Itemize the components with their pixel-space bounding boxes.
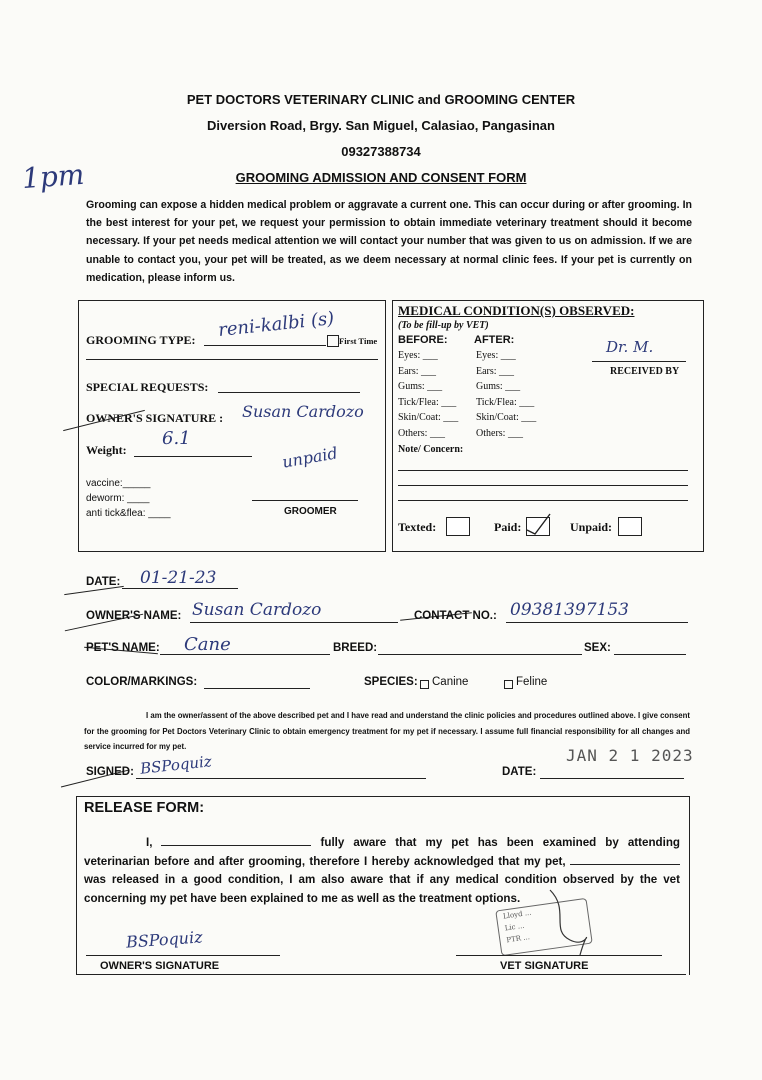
- unpaid-checkbox[interactable]: [618, 517, 642, 536]
- canine-label: Canine: [432, 676, 469, 688]
- clinic-phone: 09327388734: [341, 144, 421, 159]
- color-line[interactable]: [204, 688, 310, 689]
- groomer-line[interactable]: [252, 500, 358, 501]
- release-text-2: fully aware that my pet has been examined by attending veterinarian before and after grooming, therefore I hereby acknowledged that my pet,: [84, 836, 680, 868]
- paid-checkbox[interactable]: [526, 517, 550, 536]
- owner-sig-line[interactable]: [86, 955, 280, 956]
- vet-stamp-lic: Lic ...: [504, 921, 525, 933]
- owner-signature-label: OWNER'S SIGNATURE :: [86, 411, 224, 425]
- before-item[interactable]: Others: ___: [398, 427, 445, 439]
- deworm-label: deworm: ____: [86, 493, 150, 504]
- first-time-label: First Time: [339, 336, 378, 346]
- after-item[interactable]: Ears: ___: [476, 365, 515, 377]
- owner-name-value: Susan Cardozo: [192, 600, 322, 620]
- vet-signature-scribble: [540, 880, 600, 960]
- consent-text: I am the owner/assent of the above described pet and I have read and understand the clinic policies and procedures outlined above. I give consent for the grooming for Pet Doctors Veterinary Clinic to obtain emergency treatment for my pet if necessary. I assume full financial responsibility for all changes and service incurred for my pet.: [84, 711, 690, 751]
- received-value: Dr. M.: [606, 338, 654, 356]
- check-mark-icon: [525, 512, 551, 536]
- medical-title: MEDICAL CONDITION(S) OBSERVED:: [398, 303, 635, 318]
- unpaid-note: unpaid: [280, 443, 339, 472]
- release-text-1: I,: [146, 836, 153, 849]
- before-item-label: Others:: [398, 427, 428, 439]
- contact-label: CONTACT NO.:: [414, 610, 497, 622]
- groomer-label: GROOMER: [284, 506, 337, 517]
- breed-line[interactable]: [378, 654, 582, 655]
- date2-line[interactable]: [540, 778, 684, 779]
- owner-name-line[interactable]: [190, 622, 398, 623]
- vaccine-label: vaccine:_____: [86, 478, 151, 489]
- note-line-2[interactable]: [398, 485, 688, 486]
- date2-label: DATE:: [502, 766, 537, 778]
- pet-name-label: PET'S NAME:: [86, 642, 160, 654]
- paid-label: Paid:: [494, 520, 522, 534]
- after-item-label: Eyes:: [476, 350, 499, 361]
- anti-tick-label: anti tick&flea: ____: [86, 508, 171, 519]
- sex-line[interactable]: [614, 654, 686, 655]
- after-label: AFTER:: [474, 334, 515, 346]
- release-title: RELEASE FORM:: [84, 800, 205, 816]
- date-label: DATE:: [86, 576, 121, 588]
- date-value: 01-21-23: [140, 568, 217, 588]
- contact-value: 09381397153: [510, 600, 629, 620]
- grooming-type-value: reni-kalbi (s): [217, 307, 336, 342]
- weight-line[interactable]: [134, 456, 252, 457]
- release-name-blank[interactable]: [161, 834, 311, 846]
- weight-label: Weight:: [86, 443, 127, 457]
- unpaid-label: Unpaid:: [570, 520, 613, 534]
- sex-label: SEX:: [584, 642, 611, 654]
- before-item-label: Ears:: [398, 365, 419, 377]
- pet-name-value: Cane: [184, 634, 231, 655]
- handwritten-time: 1pm: [20, 157, 86, 196]
- vet-stamp-ptr: PTR ...: [505, 933, 531, 945]
- signed-value: BSPoquiz: [139, 752, 213, 778]
- release-bottom-line: [76, 974, 686, 975]
- received-by-label: RECEIVED BY: [610, 366, 680, 377]
- before-item[interactable]: Ears: ___: [398, 365, 437, 377]
- owner-sig-label: OWNER'S SIGNATURE: [100, 960, 220, 972]
- before-item-label: Eyes:: [398, 350, 421, 361]
- after-item-label: Skin/Coat:: [476, 412, 519, 423]
- signed-line[interactable]: [136, 778, 426, 779]
- special-requests-label: SPECIAL REQUESTS:: [86, 380, 209, 394]
- weight-value: 6.1: [162, 428, 191, 449]
- after-item-label: Tick/Flea:: [476, 396, 517, 408]
- owner-sig-value: BSPoquiz: [125, 927, 204, 952]
- vet-stamp-name: Lloyd ...: [502, 908, 532, 921]
- clinic-name: PET DOCTORS VETERINARY CLINIC and GROOMING CENTER: [186, 92, 576, 107]
- received-line[interactable]: [592, 361, 686, 362]
- grooming-type-line[interactable]: [204, 345, 326, 346]
- owner-signature-value: Susan Cardozo: [242, 402, 364, 421]
- medical-subtitle: (To be fill-up by VET): [398, 320, 489, 331]
- before-item-label: Tick/Flea:: [398, 396, 439, 408]
- intro-text: Grooming can expose a hidden medical problem or aggravate a current one. This can occur during or after grooming. In the best interest for your pet, we request your permission to obtain immediate veterinary treatment should it become necessary. If your pet needs medical attention we will contact your number that was given to us on admission. If we are unable to contact you, your pet will be treated, as we deem necessary at normal clinic fees. If your pet is currently on medication, please inform us.: [86, 199, 692, 284]
- before-item[interactable]: Eyes: ___: [398, 350, 438, 361]
- grooming-type-label: GROOMING TYPE:: [86, 333, 196, 347]
- special-requests-line[interactable]: [218, 392, 360, 393]
- after-item-label: Gums:: [476, 381, 503, 392]
- note-label: Note/ Concern:: [398, 444, 464, 455]
- after-item-label: Others:: [476, 427, 506, 439]
- before-label: BEFORE:: [398, 334, 448, 346]
- after-item[interactable]: Others: ___: [476, 427, 523, 439]
- color-label: COLOR/MARKINGS:: [86, 676, 198, 688]
- after-item-label: Ears:: [476, 365, 497, 377]
- contact-line[interactable]: [506, 622, 688, 623]
- before-item[interactable]: Gums: ___: [398, 381, 443, 392]
- after-item[interactable]: Tick/Flea: ___: [476, 396, 535, 408]
- release-text-3: was released in a good condition, I am also aware that if any medical condition observed by the vet concerning my pet have been explained to me as well as the treatment options.: [84, 873, 680, 905]
- stamp-date: JAN 2 1 2023: [566, 746, 694, 765]
- note-line-1[interactable]: [398, 470, 688, 471]
- grooming-extra-line: [86, 359, 378, 360]
- date-line[interactable]: [122, 588, 238, 589]
- after-item[interactable]: Eyes: ___: [476, 350, 516, 361]
- before-item-label: Gums:: [398, 381, 425, 392]
- texted-checkbox[interactable]: [446, 517, 470, 536]
- feline-checkbox[interactable]: [504, 680, 513, 689]
- note-line-3[interactable]: [398, 500, 688, 501]
- release-pet-blank[interactable]: [570, 853, 680, 865]
- before-item[interactable]: Skin/Coat: ___: [398, 412, 459, 423]
- after-item[interactable]: Skin/Coat: ___: [476, 412, 537, 423]
- after-item[interactable]: Gums: ___: [476, 381, 521, 392]
- owner-name-label: OWNER'S NAME:: [86, 610, 182, 622]
- first-time-checkbox[interactable]: [327, 335, 339, 347]
- feline-label: Feline: [516, 676, 548, 688]
- texted-label: Texted:: [398, 520, 437, 534]
- signed-label: SIGNED:: [86, 766, 134, 778]
- vet-sig-label: VET SIGNATURE: [500, 960, 589, 972]
- clinic-address: Diversion Road, Brgy. San Miguel, Calasiao, Pangasinan: [207, 118, 555, 133]
- breed-label: BREED:: [333, 642, 378, 654]
- before-item-label: Skin/Coat:: [398, 412, 441, 423]
- before-item[interactable]: Tick/Flea: ___: [398, 396, 457, 408]
- form-title: GROOMING ADMISSION AND CONSENT FORM: [235, 170, 527, 185]
- vet-sig-line[interactable]: [456, 955, 662, 956]
- canine-checkbox[interactable]: [420, 680, 429, 689]
- species-label: SPECIES:: [364, 676, 418, 688]
